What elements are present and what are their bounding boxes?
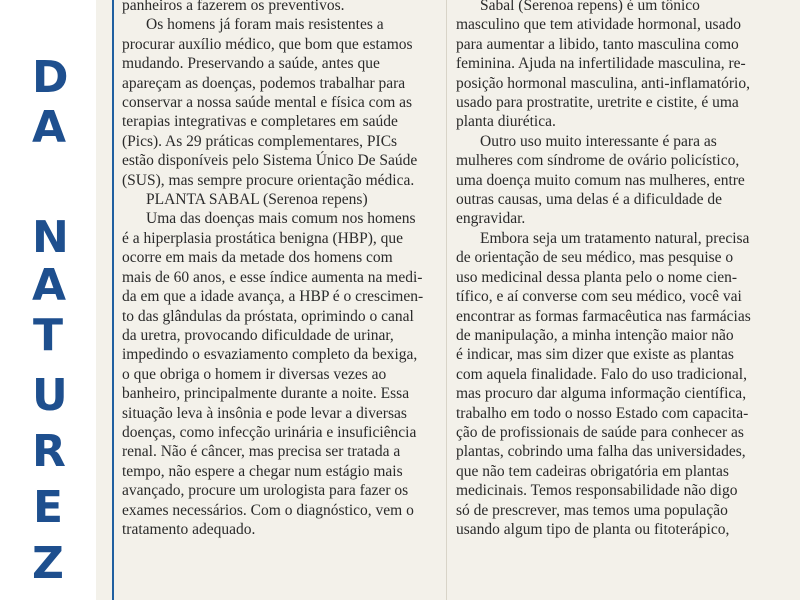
text-line: uso medicinal dessa planta pelo o nome cien- [456,268,738,286]
text-line: Sabal (Serenoa repens) é um tônico [480,0,700,14]
text-line: masculino que tem atividade hormonal, usado [456,16,741,34]
text-line: terapias integrativas e completares em saúde [122,113,398,131]
text-line: panheiros a fazerem os preventivos. [122,0,345,14]
text-line: ocorre em mais da metade dos homens com [122,249,393,267]
text-line: doenças, como infecção urinária e insuficiência [122,423,417,441]
text-line: mudando. Preservando a saúde, antes que [122,55,380,73]
text-line: da uretra, provocando dificuldade de urinar, [122,326,394,344]
text-line: uma doença muito comum nas mulheres, entre [456,171,745,189]
text-line: (Pics). As 29 práticas complementares, PICs [122,132,398,150]
vertical-rule [112,0,114,600]
side-title-letter: Z [32,538,64,589]
text-line: to das glândulas da próstata, oprimindo o canal [122,307,414,325]
text-line: usado para prostratite, uretrite e cistite, é uma [456,94,739,112]
text-line: (SUS), mas sempre procure orientação médica. [122,171,415,189]
text-line: usando algum tipo de planta ou fitoterápico, [456,520,730,538]
text-line: só de prescrever, mas temos uma população [456,501,728,519]
text-line: tífico, e aí converse com seu médico, você vai [456,288,742,306]
text-line: feminina. Ajuda na infertilidade masculina, re- [456,55,746,73]
text-line: planta diurética. [456,113,556,131]
section-heading: PLANTA SABAL (Serenoa repens) [146,191,368,209]
text-line: engravidar. [456,210,526,228]
text-line: Embora seja um tratamento natural, precisa [480,229,750,247]
text-line: tempo, não espere a chegar num estágio mais [122,462,403,480]
text-line: posição hormonal masculina, anti-inflamatório, [456,74,750,92]
text-line: é a hiperplasia prostática benigna (HBP), que [122,229,404,247]
text-line: ção de profissionais de saúde para conhecer as [456,423,744,441]
text-line: é indicar, mas sim dizer que existe as plantas [456,346,734,364]
text-line: plantas, cobrindo uma falha das universidades, [456,443,746,461]
text-line: situação leva à insônia e pode levar a diversas [122,404,407,422]
text-line: apareçam as doenças, podemos trabalhar para [122,74,406,92]
side-title-letter: A [32,260,67,311]
side-title [0,0,96,600]
text-line: impedindo o esvaziamento completo da bexiga, [122,346,418,364]
text-line: procurar auxílio médico, que bom que estamos [122,35,413,53]
side-title-letter: T [32,310,63,361]
side-title-letter: U [32,370,68,421]
text-line: banheiro, principalmente durante a noite. Essa [122,385,410,403]
text-line: tratamento adequado. [122,520,256,538]
text-line: encontrar as formas farmacêutica nas farmácias [456,307,751,325]
text-line: mas procuro dar alguma informação científica, [456,385,747,403]
text-line: exames necessários. Com o diagnóstico, vem o [122,501,414,519]
text-line: trabalho em todo o nosso Estado com capacita- [456,404,749,422]
text-line: Outro uso muito interessante é para as [480,132,717,150]
text-line: da em que a idade avança, a HBP é o crescimen- [122,288,424,306]
text-line: conservar a nossa saúde mental e física com as [122,94,413,112]
article-column-right [456,0,774,539]
text-line: Uma das doenças mais comum nos homens [146,210,416,228]
text-line: de orientação de seu médico, mas pesquise o [456,249,734,267]
text-line: o que obriga o homem ir diversas vezes ao [122,365,387,383]
text-line: que não tem cadeiras obrigatória em plantas [456,462,729,480]
side-title-letter: R [32,426,66,477]
side-title-letter: A [32,102,67,153]
side-title-letter: N [32,212,69,263]
side-title-letter: D [32,52,69,103]
text-line: renal. Não é câncer, mas precisa ser tratada a [122,443,401,461]
text-line: outras causas, uma delas é a dificuldade de [456,191,722,209]
article-column-left [122,0,440,539]
text-line: estão disponíveis pelo Sistema Único De Saúde [122,152,418,170]
text-line: para aumentar a libido, tanto masculina como [456,35,739,53]
text-line: Os homens já foram mais resistentes a [146,16,384,34]
text-line: avançado, procure um urologista para fazer os [122,482,409,500]
text-line: mais de 60 anos, e esse índice aumenta na medi- [122,268,423,286]
text-line: medicinais. Temos responsabilidade não digo [456,482,738,500]
side-title-letter: E [32,482,64,533]
text-line: mulheres com síndrome de ovário policístico, [456,152,740,170]
text-line: com aquela finalidade. Falo do uso tradicional, [456,365,747,383]
text-line: de manipulação, a minha intenção maior não [456,326,734,344]
column-divider [446,0,447,600]
